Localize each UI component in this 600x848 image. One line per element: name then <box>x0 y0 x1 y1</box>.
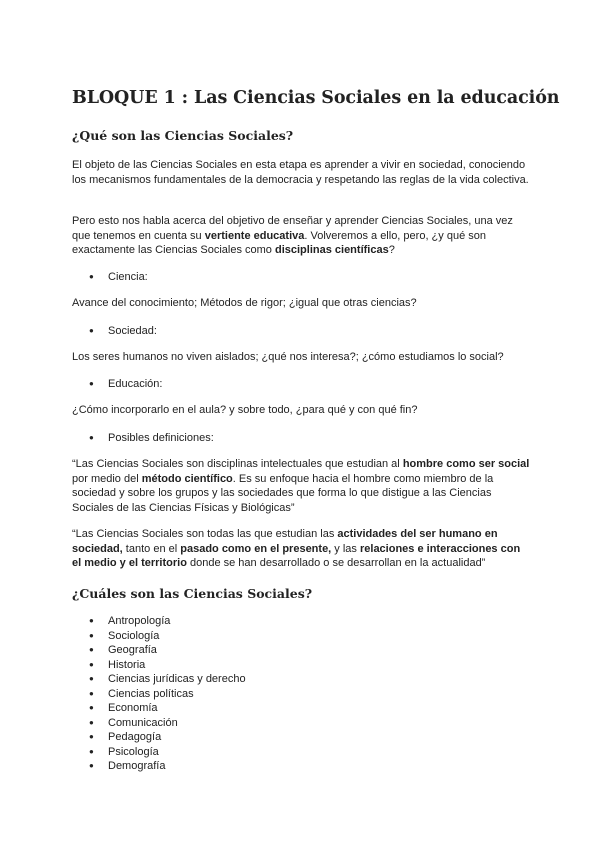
bold-hombre-como-ser-social: hombre como ser social <box>402 458 530 470</box>
educacion-text: ¿Cómo incorporarlo en el aula? y sobre todo, ¿para qué y con qué fin? <box>72 404 418 416</box>
definition-2: “Las Ciencias Sociales son todas las que estudian las actividades del ser humano en sociedad, tanto en el pasado como en el presente, y las relaciones e interacciones con el medio y el territorio donde se han desarrollado o se desarrollan en la actualidad” <box>72 528 521 569</box>
list-item: ● Demografía <box>72 759 532 774</box>
list-item: ● Antropología <box>72 614 532 629</box>
list-item: ● Sociedad: <box>72 324 532 339</box>
bullet-educacion <box>72 377 532 392</box>
list-item: ● Historia <box>72 658 532 673</box>
list-item: ● Comunicación <box>72 716 532 731</box>
intro-paragraph: El objeto de las Ciencias Sociales en esta etapa es aprender a vivir en sociedad, conociendo los mecanismos fundamentales de la democracia y respetando las reglas de la vida colectiva. <box>72 159 529 186</box>
bold-disciplinas-cientificas: disciplinas científicas <box>274 244 389 256</box>
section-heading-cuales-son: ¿Cuáles son las Ciencias Sociales? <box>72 586 313 601</box>
list-item: ● Psicología <box>72 745 532 760</box>
bold-pasado-presente: pasado como en el presente, <box>180 542 332 555</box>
list-item: ● Geografía <box>72 643 532 658</box>
sociedad-text: Los seres humanos no viven aislados; ¿qué nos interesa?; ¿cómo estudiamos lo social? <box>72 351 504 363</box>
section-heading-que-son: ¿Qué son las Ciencias Sociales? <box>72 128 294 143</box>
list-item: ● Ciencias jurídicas y derecho <box>72 672 532 687</box>
list-item: ● Educación: <box>72 377 532 392</box>
list-item: ● Economía <box>72 701 532 716</box>
bold-actividades: actividades del ser humano en sociedad, <box>72 528 498 555</box>
page-title: BLOQUE 1 : Las Ciencias Sociales en la educación <box>72 88 560 108</box>
objective-paragraph: Pero esto nos habla acerca del objetivo de enseñar y aprender Ciencias Sociales, una vez que tenemos en cuenta su vertiente educativa. Volveremos a ello, pero, ¿y qué son exactamente las Ciencias Sociales como disciplinas científicas? <box>72 215 513 256</box>
bold-metodo-cientifico: método científico <box>141 472 233 485</box>
ciencia-text: Avance del conocimiento; Métodos de rigor; ¿igual que otras ciencias? <box>72 297 417 309</box>
bullet-ciencia <box>72 270 532 285</box>
bold-relaciones: relaciones e interacciones con el medio y el territorio <box>72 542 521 569</box>
definition-1: “Las Ciencias Sociales son disciplinas intelectuales que estudian al hombre como ser social por medio del método científico. Es su enfoque hacia el hombre como miembro de la sociedad y sobre los grupos y las sociedades que forma lo que distigue a las Ciencias Sociales de las Ciencias Físicas y Biológicas” <box>72 458 530 514</box>
disciplines-list <box>72 614 532 774</box>
list-item: ● Posibles definiciones: <box>72 431 532 446</box>
list-item: ● Ciencia: <box>72 270 532 285</box>
bullet-sociedad <box>72 324 532 339</box>
list-item: ● Ciencias políticas <box>72 687 532 702</box>
bold-vertiente-educativa: vertiente educativa <box>204 229 305 242</box>
list-item: ● Sociología <box>72 629 532 644</box>
bullet-definiciones <box>72 431 532 446</box>
list-item: ● Pedagogía <box>72 730 532 745</box>
